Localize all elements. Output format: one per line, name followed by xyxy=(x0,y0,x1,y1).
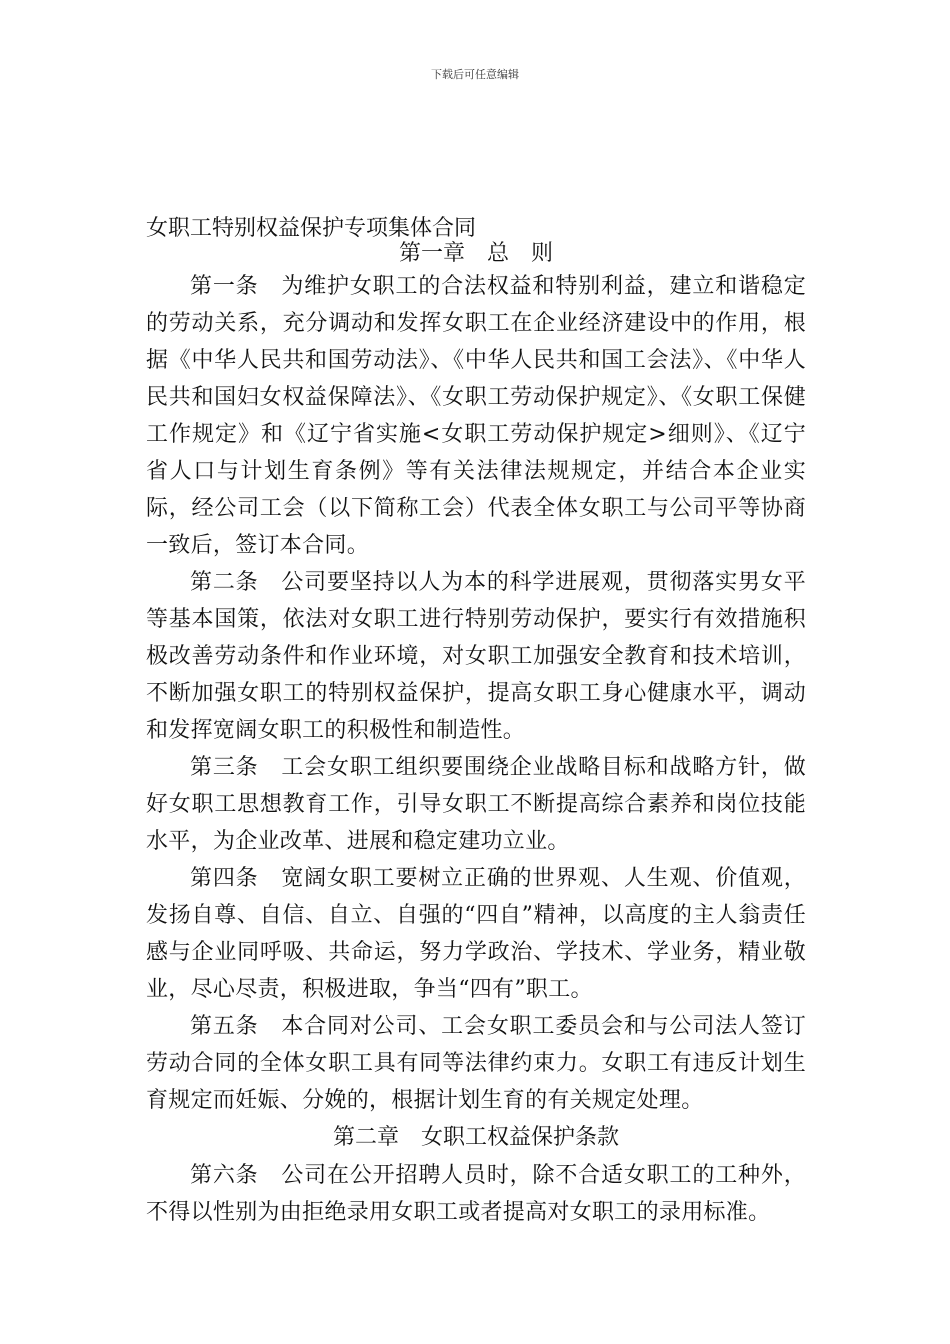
article-3: 第三条 工会女职工组织要围绕企业战略目标和战略方针，做好女职工思想教育工作，引导女职工不断提高综合素养和岗位技能水平，为企业改革、进展和稳定建功立业。 xyxy=(146,755,806,854)
chapter-heading-1: 第一章 总 则 xyxy=(398,241,553,266)
chapter-heading-2: 第二章 女职工权益保护条款 xyxy=(332,1125,619,1150)
article-5: 第五条 本合同对公司、工会女职工委员会和与公司法人签订劳动合同的全体女职工具有同等法律约束力。女职工有违反计划生育规定而妊娠、分娩的，根据计划生育的有关规定处理。 xyxy=(146,1014,806,1113)
article-6: 第六条 公司在公开招聘人员时，除不合适女职工的工种外，不得以性别为由拒绝录用女职工或者提高对女职工的录用标准。 xyxy=(146,1163,806,1225)
article-2: 第二条 公司要坚持以人为本的科学进展观，贯彻落实男女平等基本国策，依法对女职工进行特别劳动保护，要实行有效措施积极改善劳动条件和作业环境，对女职工加强安全教育和技术培训，不断加强女职工的特别权益保护，提高女职工身心健康水平，调动和发挥宽阔女职工的积极性和制造性。 xyxy=(146,570,806,743)
document-body xyxy=(146,214,806,1231)
article-1: 第一条 为维护女职工的合法权益和特别利益，建立和谐稳定的劳动关系，充分调动和发挥女职工在企业经济建设中的作用，根据《中华人民共和国劳动法》、《中华人民共和国工会法》、《中华人民共和国妇女权益保障法》、《女职工劳动保护规定》、《女职工保健工作规定》和《辽宁省实施<女职工劳动保护规定>细则》、《辽宁省人口与计划生育条例》等有关法律法规规定，并结合本企业实际，经公司工会（以下简称工会）代表全体女职工与公司平等协商一致后，签订本合同。 xyxy=(146,274,806,558)
document-title: 女职工特别权益保护专项集体合同 xyxy=(146,216,477,241)
page-header-note: 下载后可任意编辑 xyxy=(431,68,519,81)
article-4: 第四条 宽阔女职工要树立正确的世界观、人生观、价值观，发扬自尊、自信、自立、自强的“四自”精神，以高度的主人翁责任感与企业同呼吸、共命运，努力学政治、学技术、学业务，精业敬业，尽心尽责，积极进取，争当“四有”职工。 xyxy=(146,866,806,1002)
